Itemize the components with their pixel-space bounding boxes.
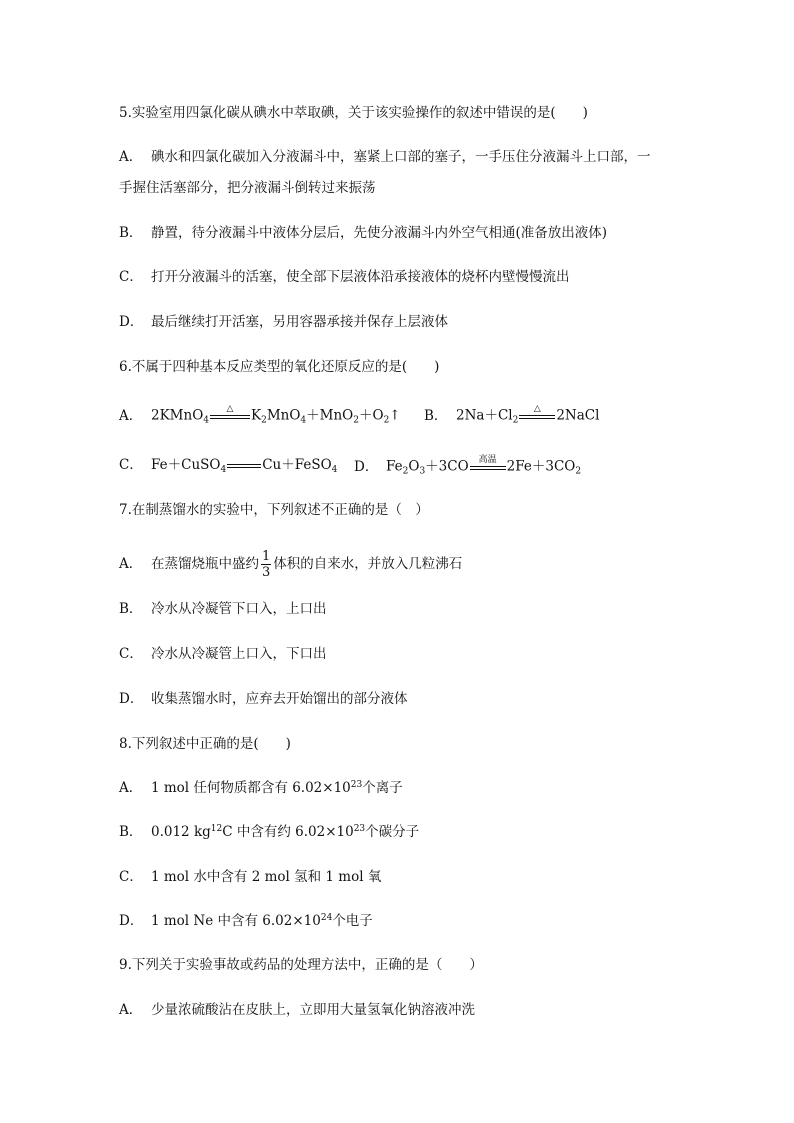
- equals-bar: [210, 415, 250, 419]
- option-label: B．: [424, 407, 448, 424]
- fraction-numerator: 1: [262, 549, 271, 564]
- fraction-denominator: 3: [262, 565, 271, 580]
- superscript: 24: [320, 913, 333, 923]
- equals-bar: [470, 466, 506, 470]
- question-5-option-a-continued: 手握住活塞部分，把分液漏斗倒转过来振荡: [119, 180, 376, 196]
- subscript: 3: [419, 466, 426, 477]
- question-9-option-a: [119, 1000, 475, 1020]
- superscript: 23: [353, 824, 366, 834]
- condition-heat: [519, 404, 555, 428]
- option-text: 最后继续打开活塞，另用容器承接并保存上层液体: [151, 314, 448, 330]
- subscript: 2: [575, 466, 582, 477]
- product-text: ＋MnO: [306, 407, 354, 424]
- option-text: 碘水和四氯化碳加入分液漏斗中，塞紧上口部的塞子，一手压住分液漏斗上口部，一: [151, 149, 651, 165]
- option-label: B．: [119, 824, 143, 840]
- subscript: 2: [402, 466, 409, 477]
- option-label: D．: [119, 314, 144, 330]
- option-text: 1 mol Ne 中含有 6.02×10: [151, 913, 321, 929]
- condition-high-temperature: [470, 455, 506, 479]
- equation-lhs: 2KMnO: [151, 407, 204, 424]
- option-text: 个电子: [332, 913, 373, 929]
- option-label: A．: [119, 1002, 143, 1018]
- question-7-option-b: [119, 599, 327, 619]
- question-8-option-b: [119, 822, 419, 842]
- condition-text: 高温: [478, 455, 497, 465]
- option-label: C．: [119, 646, 143, 662]
- question-6-option-d: [354, 455, 581, 479]
- question-6-stem: 6.不属于四种基本反应类型的氧化还原反应的是( ): [119, 359, 440, 375]
- question-7-stem: 7.在制蒸馏水的实验中，下列叙述不正确的是（ ）: [119, 502, 429, 518]
- fraction: [261, 549, 271, 580]
- condition-heat: [210, 404, 250, 428]
- equation-lhs: Fe＋CuSO: [151, 457, 221, 473]
- question-7-option-d: [119, 689, 408, 709]
- question-6-option-a: [119, 404, 401, 428]
- question-7-option-a: [119, 549, 462, 580]
- option-text: 冷水从冷凝管下口入，上口出: [151, 601, 327, 617]
- equation-lhs: ＋3CO: [425, 458, 469, 475]
- subscript: 4: [331, 465, 338, 475]
- option-text: C 中含有约 6.02×10: [222, 824, 354, 840]
- question-6-option-b: [424, 404, 599, 428]
- equation-rhs: Cu＋FeSO: [262, 457, 332, 473]
- question-9-stem: 9.下列关于实验事故或药品的处理方法中，正确的是（ ）: [119, 957, 483, 973]
- subscript: 4: [300, 415, 307, 426]
- option-text: 在蒸馏烧瓶中盛约: [151, 556, 259, 572]
- subscript: 2: [261, 415, 267, 426]
- question-8-option-c: [119, 867, 381, 887]
- equation-lhs: Fe: [386, 458, 403, 475]
- condition-text: △: [533, 404, 541, 414]
- option-label: C．: [119, 269, 143, 285]
- option-text: 少量浓硫酸沾在皮肤上，立即用大量氢氧化钠溶液冲洗: [151, 1002, 475, 1018]
- question-7-option-c: [119, 644, 327, 664]
- question-5-option-d: [119, 312, 448, 332]
- superscript: 23: [350, 780, 363, 790]
- option-text: 静置，待分液漏斗中液体分层后，先使分液漏斗内外空气相通(准备放出液体): [151, 225, 608, 241]
- product-text: ＋O: [358, 407, 384, 424]
- superscript: 12: [210, 824, 223, 834]
- option-text: 打开分液漏斗的活塞，使全部下层液体沿承接液体的烧杯内壁慢慢流出: [151, 269, 570, 285]
- question-5-option-c: [119, 267, 570, 287]
- option-label: C．: [119, 869, 143, 885]
- subscript: 2: [353, 415, 359, 426]
- question-8-option-a: [119, 778, 403, 798]
- option-label: D．: [354, 458, 379, 475]
- option-label: D．: [119, 691, 144, 707]
- question-5-option-a: [119, 147, 651, 167]
- option-text: 个离子: [362, 780, 403, 796]
- equation-lhs: O: [408, 458, 420, 475]
- question-6-option-c: [119, 455, 337, 475]
- option-text: 体积的自来水，并放入几粒沸石: [273, 556, 463, 572]
- question-5-option-b: [119, 223, 607, 243]
- equation-rhs: 2Fe＋3CO: [506, 458, 576, 475]
- question-8-option-d: [119, 911, 373, 931]
- subscript: 4: [220, 465, 227, 475]
- option-label: B．: [119, 225, 143, 241]
- gas-arrow: ↑: [389, 407, 401, 424]
- equals-bar: [519, 415, 555, 419]
- option-label: B．: [119, 601, 143, 617]
- subscript: 2: [512, 415, 519, 426]
- condition-text: △: [226, 404, 234, 414]
- option-label: A．: [119, 556, 143, 572]
- option-label: A．: [119, 149, 143, 165]
- equation-rhs: 2NaCl: [556, 407, 600, 424]
- option-text: 个碳分子: [365, 824, 420, 840]
- option-label: D．: [119, 913, 144, 929]
- option-label: A．: [119, 780, 143, 796]
- equals-bar: [227, 464, 261, 468]
- subscript: 2: [383, 415, 390, 426]
- option-label: C．: [119, 457, 143, 473]
- question-8-stem: 8.下列叙述中正确的是( ): [119, 736, 291, 752]
- question-5-stem: 5.实验室用四氯化碳从碘水中萃取碘，关于该实验操作的叙述中错误的是( ): [119, 105, 588, 121]
- equation-lhs: 2Na＋Cl: [456, 407, 513, 424]
- option-text: 冷水从冷凝管上口入，下口出: [151, 646, 327, 662]
- option-label: A．: [119, 407, 143, 424]
- option-text: 收集蒸馏水时，应弃去开始馏出的部分液体: [151, 691, 408, 707]
- product-text: MnO: [266, 407, 301, 424]
- product-text: K: [251, 407, 262, 424]
- subscript: 4: [203, 415, 209, 426]
- option-text: 0.012 kg: [151, 824, 211, 840]
- option-text: 1 mol 任何物质都含有 6.02×10: [151, 780, 351, 796]
- option-text: 1 mol 水中含有 2 mol 氢和 1 mol 氧: [151, 869, 382, 885]
